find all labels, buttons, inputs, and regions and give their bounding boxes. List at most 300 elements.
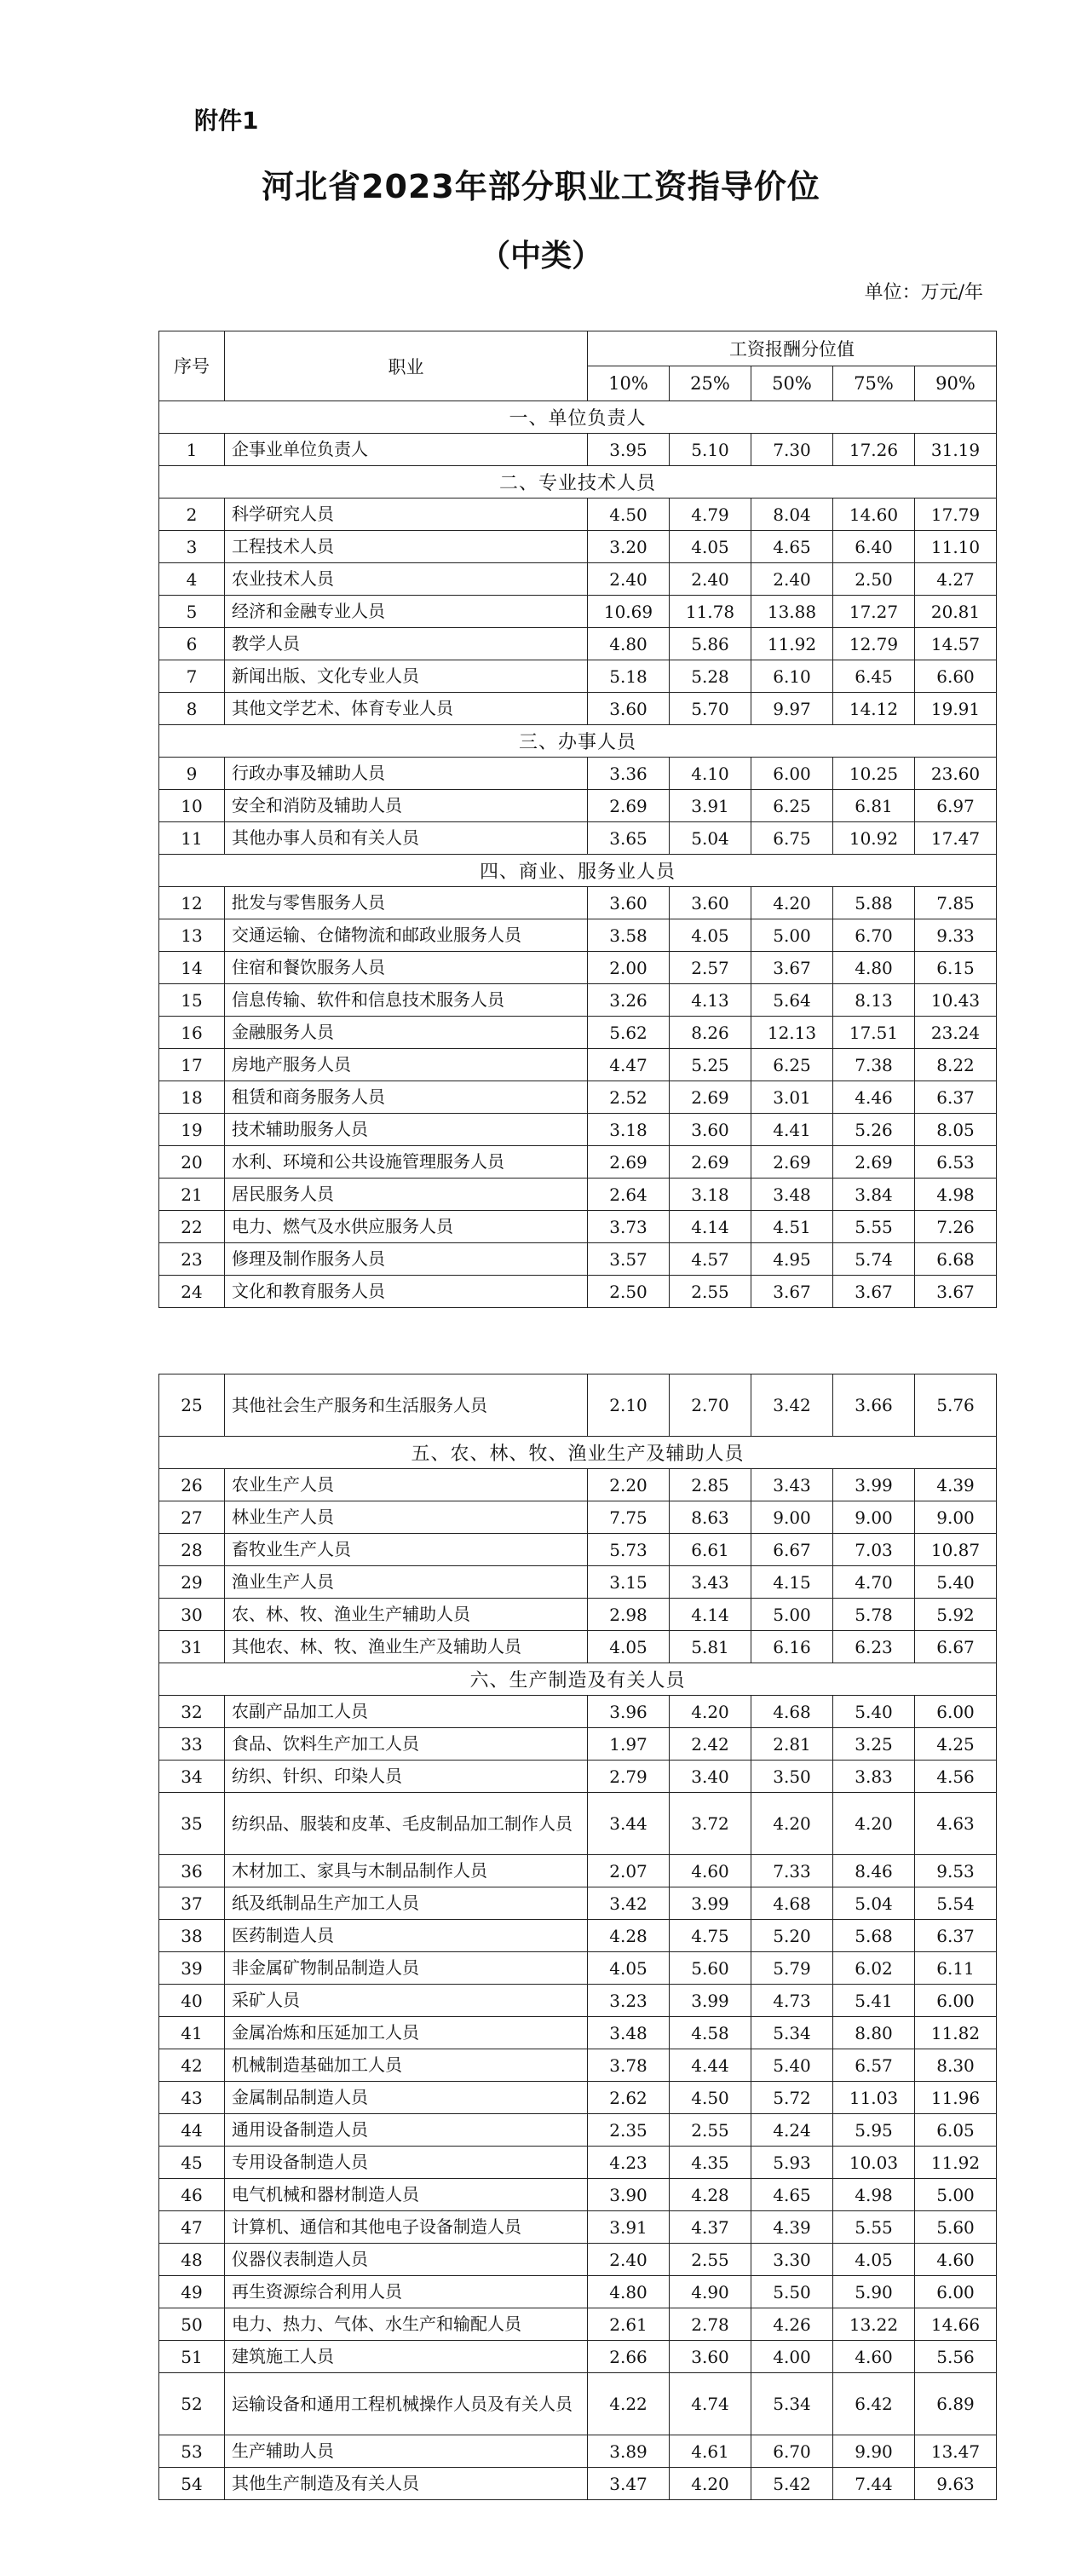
p50-value: 5.50 <box>751 2276 833 2308</box>
p10-value: 3.58 <box>588 919 670 952</box>
p25-value: 4.13 <box>670 984 751 1017</box>
row-number: 3 <box>159 531 225 563</box>
p25-value: 2.70 <box>670 1374 751 1437</box>
table-row <box>159 2435 997 2468</box>
p90-value: 31.19 <box>915 434 997 466</box>
p90-value: 8.30 <box>915 2049 997 2082</box>
p75-value: 5.41 <box>833 1985 915 2017</box>
occupation-name: 电力、热力、气体、水生产和输配人员 <box>225 2308 588 2341</box>
table-row <box>159 1793 997 1855</box>
p90-value: 5.56 <box>915 2341 997 2373</box>
table-row <box>159 1146 997 1179</box>
p90-value: 6.53 <box>915 1146 997 1179</box>
p75-value: 4.80 <box>833 952 915 984</box>
p10-value: 2.69 <box>588 1146 670 1179</box>
occupation-name: 金属冶炼和压延加工人员 <box>225 2017 588 2049</box>
table-row <box>159 984 997 1017</box>
p10-value: 4.50 <box>588 498 670 531</box>
p90-value: 6.97 <box>915 790 997 822</box>
p10-value: 3.89 <box>588 2435 670 2468</box>
p90-value: 11.96 <box>915 2082 997 2114</box>
row-number: 16 <box>159 1017 225 1049</box>
occupation-name: 其他农、林、牧、渔业生产及辅助人员 <box>225 1631 588 1663</box>
p25-value: 6.61 <box>670 1534 751 1566</box>
p75-value: 6.40 <box>833 531 915 563</box>
row-number: 49 <box>159 2276 225 2308</box>
p75-value: 10.25 <box>833 758 915 790</box>
p25-value: 4.05 <box>670 919 751 952</box>
p25-value: 5.70 <box>670 693 751 725</box>
p50-value: 4.95 <box>751 1243 833 1276</box>
row-number: 27 <box>159 1501 225 1534</box>
p50-value: 3.48 <box>751 1179 833 1211</box>
p50-value: 6.16 <box>751 1631 833 1663</box>
p75-value: 4.60 <box>833 2341 915 2373</box>
p90-value: 5.92 <box>915 1599 997 1631</box>
row-number: 26 <box>159 1469 225 1501</box>
p90-value: 5.40 <box>915 1566 997 1599</box>
p50-value: 4.41 <box>751 1114 833 1146</box>
p25-value: 2.42 <box>670 1728 751 1761</box>
p10-value: 2.07 <box>588 1855 670 1887</box>
table-row <box>159 1599 997 1631</box>
occupation-name: 修理及制作服务人员 <box>225 1243 588 1276</box>
p25-value: 4.57 <box>670 1243 751 1276</box>
p90-value: 4.25 <box>915 1728 997 1761</box>
p90-value: 6.37 <box>915 1081 997 1114</box>
p50-value: 5.00 <box>751 1599 833 1631</box>
p90-value: 6.67 <box>915 1631 997 1663</box>
row-number: 35 <box>159 1793 225 1855</box>
occupation-name: 住宿和餐饮服务人员 <box>225 952 588 984</box>
p75-value: 3.25 <box>833 1728 915 1761</box>
p25-value: 2.55 <box>670 2114 751 2147</box>
p90-value: 4.56 <box>915 1761 997 1793</box>
p50-value: 4.68 <box>751 1887 833 1920</box>
table-row <box>159 1501 997 1534</box>
p75-value: 14.60 <box>833 498 915 531</box>
row-number: 53 <box>159 2435 225 2468</box>
occupation-name: 安全和消防及辅助人员 <box>225 790 588 822</box>
row-number: 33 <box>159 1728 225 1761</box>
p90-value: 6.89 <box>915 2373 997 2435</box>
p25-value: 3.40 <box>670 1761 751 1793</box>
p25-value: 4.20 <box>670 1696 751 1728</box>
p50-value: 3.01 <box>751 1081 833 1114</box>
p25-value: 5.04 <box>670 822 751 855</box>
p90-value: 5.60 <box>915 2211 997 2244</box>
p25-value: 3.43 <box>670 1566 751 1599</box>
p90-value: 13.47 <box>915 2435 997 2468</box>
p50-value: 6.75 <box>751 822 833 855</box>
table-row <box>159 2341 997 2373</box>
table-row <box>159 2147 997 2179</box>
occupation-name: 木材加工、家具与木制品制作人员 <box>225 1855 588 1887</box>
p90-value: 5.00 <box>915 2179 997 2211</box>
table-row <box>159 1211 997 1243</box>
occupation-name: 技术辅助服务人员 <box>225 1114 588 1146</box>
occupation-name: 交通运输、仓储物流和邮政业服务人员 <box>225 919 588 952</box>
p10-value: 5.73 <box>588 1534 670 1566</box>
occupation-name: 房地产服务人员 <box>225 1049 588 1081</box>
occupation-name: 其他办事人员和有关人员 <box>225 822 588 855</box>
p10-value: 3.23 <box>588 1985 670 2017</box>
p90-value: 20.81 <box>915 596 997 628</box>
p90-value: 23.24 <box>915 1017 997 1049</box>
p90-value: 4.60 <box>915 2244 997 2276</box>
p10-value: 4.22 <box>588 2373 670 2435</box>
p25-value: 5.28 <box>670 660 751 693</box>
p90-value: 11.92 <box>915 2147 997 2179</box>
table-row <box>159 790 997 822</box>
row-number: 43 <box>159 2082 225 2114</box>
p25-value: 5.25 <box>670 1049 751 1081</box>
p90-value: 4.98 <box>915 1179 997 1211</box>
p75-value: 8.13 <box>833 984 915 1017</box>
table-row <box>159 1952 997 1985</box>
table-row <box>159 531 997 563</box>
row-number: 1 <box>159 434 225 466</box>
p90-value: 9.00 <box>915 1501 997 1534</box>
p90-value: 5.76 <box>915 1374 997 1437</box>
p50-value: 7.33 <box>751 1855 833 1887</box>
p50-value: 4.20 <box>751 1793 833 1855</box>
p25-value: 4.35 <box>670 2147 751 2179</box>
p75-value: 10.03 <box>833 2147 915 2179</box>
occupation-name: 渔业生产人员 <box>225 1566 588 1599</box>
p75-value: 6.02 <box>833 1952 915 1985</box>
p10-value: 2.52 <box>588 1081 670 1114</box>
p50-value: 9.97 <box>751 693 833 725</box>
p75-value: 8.46 <box>833 1855 915 1887</box>
table-row <box>159 2049 997 2082</box>
p75-value: 3.99 <box>833 1469 915 1501</box>
row-number: 23 <box>159 1243 225 1276</box>
p10-value: 4.28 <box>588 1920 670 1952</box>
row-number: 20 <box>159 1146 225 1179</box>
p10-value: 2.50 <box>588 1276 670 1308</box>
table-row <box>159 822 997 855</box>
p25-value: 3.60 <box>670 887 751 919</box>
occupation-name: 再生资源综合利用人员 <box>225 2276 588 2308</box>
p10-value: 4.23 <box>588 2147 670 2179</box>
p90-value: 4.39 <box>915 1469 997 1501</box>
table-row <box>159 628 997 660</box>
occupation-name: 其他生产制造及有关人员 <box>225 2468 588 2500</box>
p90-value: 6.00 <box>915 1985 997 2017</box>
p10-value: 4.05 <box>588 1952 670 1985</box>
p10-value: 5.18 <box>588 660 670 693</box>
row-number: 4 <box>159 563 225 596</box>
p90-value: 17.79 <box>915 498 997 531</box>
row-number: 13 <box>159 919 225 952</box>
p25-value: 2.40 <box>670 563 751 596</box>
occupation-name: 林业生产人员 <box>225 1501 588 1534</box>
table-row <box>159 1761 997 1793</box>
p50-value: 5.64 <box>751 984 833 1017</box>
p75-value: 5.68 <box>833 1920 915 1952</box>
p75-value: 4.46 <box>833 1081 915 1114</box>
occupation-name: 电气机械和器材制造人员 <box>225 2179 588 2211</box>
occupation-name: 畜牧业生产人员 <box>225 1534 588 1566</box>
p50-value: 2.40 <box>751 563 833 596</box>
p75-value: 7.38 <box>833 1049 915 1081</box>
row-number: 50 <box>159 2308 225 2341</box>
table-row <box>159 2082 997 2114</box>
p10-value: 3.95 <box>588 434 670 466</box>
p75-value: 3.84 <box>833 1179 915 1211</box>
p90-value: 5.54 <box>915 1887 997 1920</box>
attachment-label: 附件1 <box>194 107 259 135</box>
p75-value: 4.70 <box>833 1566 915 1599</box>
section-title: 三、办事人员 <box>159 725 997 758</box>
occupation-name: 农副产品加工人员 <box>225 1696 588 1728</box>
p90-value: 6.00 <box>915 2276 997 2308</box>
p50-value: 3.42 <box>751 1374 833 1437</box>
occupation-name: 工程技术人员 <box>225 531 588 563</box>
p25-value: 2.69 <box>670 1081 751 1114</box>
p10-value: 3.18 <box>588 1114 670 1146</box>
table-row <box>159 1017 997 1049</box>
occupation-name: 农、林、牧、渔业生产辅助人员 <box>225 1599 588 1631</box>
p50-value: 5.00 <box>751 919 833 952</box>
table-row <box>159 693 997 725</box>
table-row <box>159 1566 997 1599</box>
occupation-name: 非金属矿物制品制造人员 <box>225 1952 588 1985</box>
table-row <box>159 1243 997 1276</box>
occupation-name: 运输设备和通用工程机械操作人员及有关人员 <box>225 2373 588 2435</box>
occupation-name: 文化和教育服务人员 <box>225 1276 588 1308</box>
p10-value: 4.05 <box>588 1631 670 1663</box>
p10-value: 3.65 <box>588 822 670 855</box>
p25-value: 4.14 <box>670 1599 751 1631</box>
p10-value: 2.98 <box>588 1599 670 1631</box>
occupation-name: 信息传输、软件和信息技术服务人员 <box>225 984 588 1017</box>
row-number: 11 <box>159 822 225 855</box>
table-row <box>159 2468 997 2500</box>
row-number: 54 <box>159 2468 225 2500</box>
p10-value: 2.66 <box>588 2341 670 2373</box>
occupation-name: 仪器仪表制造人员 <box>225 2244 588 2276</box>
p90-value: 9.53 <box>915 1855 997 1887</box>
p75-value: 17.51 <box>833 1017 915 1049</box>
p25-value: 4.50 <box>670 2082 751 2114</box>
p90-value: 10.43 <box>915 984 997 1017</box>
p10-value: 1.97 <box>588 1728 670 1761</box>
p90-value: 6.11 <box>915 1952 997 1985</box>
occupation-name: 企事业单位负责人 <box>225 434 588 466</box>
p50-value: 2.81 <box>751 1728 833 1761</box>
occupation-name: 金融服务人员 <box>225 1017 588 1049</box>
p10-value: 10.69 <box>588 596 670 628</box>
section-row-s1 <box>159 401 997 434</box>
section-title: 二、专业技术人员 <box>159 466 997 498</box>
p75-value: 14.12 <box>833 693 915 725</box>
occupation-name: 新闻出版、文化专业人员 <box>225 660 588 693</box>
p75-value: 6.23 <box>833 1631 915 1663</box>
p75-value: 6.70 <box>833 919 915 952</box>
row-number: 36 <box>159 1855 225 1887</box>
p10-value: 3.57 <box>588 1243 670 1276</box>
p75-value: 17.27 <box>833 596 915 628</box>
p10-value: 3.42 <box>588 1887 670 1920</box>
row-number: 22 <box>159 1211 225 1243</box>
p50-value: 8.04 <box>751 498 833 531</box>
occupation-name: 生产辅助人员 <box>225 2435 588 2468</box>
section-title: 四、商业、服务业人员 <box>159 855 997 887</box>
table-row <box>159 1081 997 1114</box>
p50-value: 4.20 <box>751 887 833 919</box>
p25-value: 2.85 <box>670 1469 751 1501</box>
table-row <box>159 1114 997 1146</box>
p75-value: 5.78 <box>833 1599 915 1631</box>
p50-value: 5.93 <box>751 2147 833 2179</box>
row-number: 40 <box>159 1985 225 2017</box>
p25-value: 4.14 <box>670 1211 751 1243</box>
p10-value: 3.15 <box>588 1566 670 1599</box>
section-row-s2 <box>159 466 997 498</box>
table-row <box>159 2308 997 2341</box>
p50-value: 4.73 <box>751 1985 833 2017</box>
p25-value: 4.74 <box>670 2373 751 2435</box>
p75-value: 5.90 <box>833 2276 915 2308</box>
table-row <box>159 498 997 531</box>
p25-value: 5.81 <box>670 1631 751 1663</box>
p25-value: 2.55 <box>670 2244 751 2276</box>
p50-value: 4.26 <box>751 2308 833 2341</box>
p10-value: 3.44 <box>588 1793 670 1855</box>
p90-value: 14.66 <box>915 2308 997 2341</box>
p75-value: 3.83 <box>833 1761 915 1793</box>
p10-value: 2.79 <box>588 1761 670 1793</box>
p75-value: 5.74 <box>833 1243 915 1276</box>
occupation-name: 纸及纸制品生产加工人员 <box>225 1887 588 1920</box>
p90-value: 10.87 <box>915 1534 997 1566</box>
p75-value: 5.26 <box>833 1114 915 1146</box>
row-number: 12 <box>159 887 225 919</box>
p50-value: 3.67 <box>751 952 833 984</box>
p75-value: 8.80 <box>833 2017 915 2049</box>
occupation-name: 水利、环境和公共设施管理服务人员 <box>225 1146 588 1179</box>
p10-value: 2.62 <box>588 2082 670 2114</box>
table-row <box>159 2017 997 2049</box>
p50-value: 5.20 <box>751 1920 833 1952</box>
p50-value: 6.10 <box>751 660 833 693</box>
row-number: 51 <box>159 2341 225 2373</box>
row-number: 24 <box>159 1276 225 1308</box>
p75-value: 5.40 <box>833 1696 915 1728</box>
occupation-name: 居民服务人员 <box>225 1179 588 1211</box>
p50-value: 4.65 <box>751 531 833 563</box>
p50-value: 4.00 <box>751 2341 833 2373</box>
p25-value: 4.20 <box>670 2468 751 2500</box>
occupation-name: 行政办事及辅助人员 <box>225 758 588 790</box>
p10-value: 2.20 <box>588 1469 670 1501</box>
p25-value: 2.69 <box>670 1146 751 1179</box>
occupation-name: 医药制造人员 <box>225 1920 588 1952</box>
p75-header: 75% <box>833 366 915 401</box>
occupation-name: 专用设备制造人员 <box>225 2147 588 2179</box>
occupation-name: 机械制造基础加工人员 <box>225 2049 588 2082</box>
p25-value: 4.05 <box>670 531 751 563</box>
p50-value: 6.70 <box>751 2435 833 2468</box>
occupation-name: 采矿人员 <box>225 1985 588 2017</box>
row-number: 47 <box>159 2211 225 2244</box>
row-number: 6 <box>159 628 225 660</box>
p50-value: 7.30 <box>751 434 833 466</box>
p75-value: 3.66 <box>833 1374 915 1437</box>
row-number: 21 <box>159 1179 225 1211</box>
p25-value: 5.86 <box>670 628 751 660</box>
p25-value: 4.60 <box>670 1855 751 1887</box>
p10-value: 2.40 <box>588 563 670 596</box>
row-number: 8 <box>159 693 225 725</box>
p50-value: 4.39 <box>751 2211 833 2244</box>
section-title: 一、单位负责人 <box>159 401 997 434</box>
p90-value: 4.63 <box>915 1793 997 1855</box>
p75-value: 5.55 <box>833 2211 915 2244</box>
p25-value: 5.10 <box>670 434 751 466</box>
occupation-name: 农业生产人员 <box>225 1469 588 1501</box>
occupation-name: 租赁和商务服务人员 <box>225 1081 588 1114</box>
row-number: 42 <box>159 2049 225 2082</box>
section-row-s4 <box>159 855 997 887</box>
p90-value: 6.68 <box>915 1243 997 1276</box>
p50-value: 12.13 <box>751 1017 833 1049</box>
p90-value: 7.85 <box>915 887 997 919</box>
p10-value: 3.48 <box>588 2017 670 2049</box>
table-row <box>159 1374 997 1437</box>
p10-value: 3.26 <box>588 984 670 1017</box>
row-number: 2 <box>159 498 225 531</box>
table-row <box>159 2244 997 2276</box>
p25-value: 4.90 <box>670 2276 751 2308</box>
table-row <box>159 758 997 790</box>
p25-value: 2.55 <box>670 1276 751 1308</box>
row-number: 10 <box>159 790 225 822</box>
row-number: 17 <box>159 1049 225 1081</box>
wage-table-part-1 <box>158 331 997 1308</box>
occupation-name: 纺织、针织、印染人员 <box>225 1761 588 1793</box>
p75-value: 9.90 <box>833 2435 915 2468</box>
p90-value: 3.67 <box>915 1276 997 1308</box>
occupation-name: 其他文学艺术、体育专业人员 <box>225 693 588 725</box>
table-row <box>159 1179 997 1211</box>
p50-value: 3.30 <box>751 2244 833 2276</box>
p75-value: 5.04 <box>833 1887 915 1920</box>
p75-value: 2.69 <box>833 1146 915 1179</box>
p10-value: 3.60 <box>588 887 670 919</box>
p50-value: 3.67 <box>751 1276 833 1308</box>
row-number: 5 <box>159 596 225 628</box>
p10-value: 4.47 <box>588 1049 670 1081</box>
p90-value: 14.57 <box>915 628 997 660</box>
p25-value: 11.78 <box>670 596 751 628</box>
table-row <box>159 1985 997 2017</box>
row-number: 15 <box>159 984 225 1017</box>
p25-value: 3.91 <box>670 790 751 822</box>
table-row <box>159 1631 997 1663</box>
p90-value: 6.60 <box>915 660 997 693</box>
p10-header: 10% <box>588 366 670 401</box>
row-number: 14 <box>159 952 225 984</box>
p25-value: 3.18 <box>670 1179 751 1211</box>
p25-value: 3.60 <box>670 2341 751 2373</box>
occupation-name: 计算机、通信和其他电子设备制造人员 <box>225 2211 588 2244</box>
row-number: 44 <box>159 2114 225 2147</box>
p25-value: 4.79 <box>670 498 751 531</box>
p25-value: 3.72 <box>670 1793 751 1855</box>
